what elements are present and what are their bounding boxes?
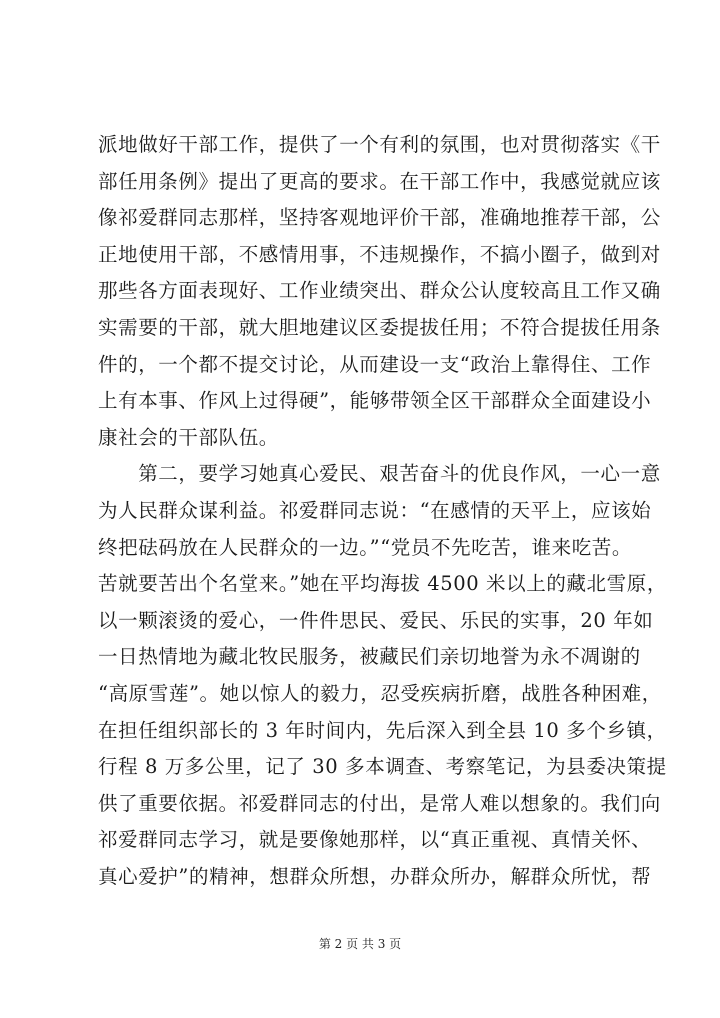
- text-line: 真心爱护”的精神，想群众所想，办群众所办，解群众所忧，帮: [98, 864, 652, 888]
- text-line: 祁爱群同志学习，就是要像她那样，以“真正重视、真情关怀、: [98, 828, 652, 852]
- text-line: 在担任组织部长的 3 年时间内，先后深入到全县 10 多个乡镇，: [98, 718, 667, 742]
- text-line: 以一颗滚烫的爱心，一件件思民、爱民、乐民的实事，20 年如: [98, 608, 654, 632]
- text-line: 行程 8 万多公里，记了 30 多本调查、考察笔记，为县委决策提: [98, 755, 667, 779]
- text-line: 终把砝码放在人民群众的一边。”“党员不先吃苦，谁来吃苦。: [98, 535, 632, 559]
- page-number-footer: 第 2 页 共 3 页: [318, 937, 402, 951]
- text-line: 实需要的干部，就大胆地建议区委提拔任用；不符合提拔任用条: [98, 315, 661, 339]
- text-line: 正地使用干部，不感情用事，不违规操作，不搞小圈子，做到对: [98, 242, 661, 266]
- body-text: [98, 127, 667, 895]
- text-line: 一日热情地为藏北牧民服务，被藏民们亲切地誉为永不凋谢的: [98, 645, 641, 669]
- text-line: 像祁爱群同志那样，坚持客观地评价干部，准确地推荐干部，公: [98, 206, 661, 230]
- text-line: 苦就要苦出个名堂来。”她在平均海拔 4500 米以上的藏北雪原，: [98, 572, 667, 596]
- text-line: 派地做好干部工作，提供了一个有利的氛围，也对贯彻落实《干: [98, 133, 661, 156]
- text-line: 为人民群众谋利益。祁爱群同志说：“在感情的天平上，应该始: [98, 498, 652, 522]
- text-line: 部任用条例》提出了更高的要求。在干部工作中，我感觉就应该: [98, 169, 661, 193]
- text-line: 那些各方面表现好、工作业绩突出、群众公认度较高且工作又确: [98, 279, 661, 303]
- paragraph-start-line: 第二，要学习她真心爱民、艰苦奋斗的优良作风，一心一意: [98, 462, 661, 486]
- text-line: 康社会的干部队伍。: [98, 425, 279, 449]
- text-line: “高原雪莲”。她以惊人的毅力，忍受疾病折磨，战胜各种困难，: [98, 681, 662, 705]
- text-line: 供了重要依据。祁爱群同志的付出，是常人难以想象的。我们向: [98, 791, 661, 815]
- text-line: 上有本事、作风上过得硬”，能够带领全区干部群众全面建设小: [98, 389, 652, 413]
- text-line: 件的，一个都不提交讨论，从而建设一支“政治上靠得住、工作: [98, 352, 652, 376]
